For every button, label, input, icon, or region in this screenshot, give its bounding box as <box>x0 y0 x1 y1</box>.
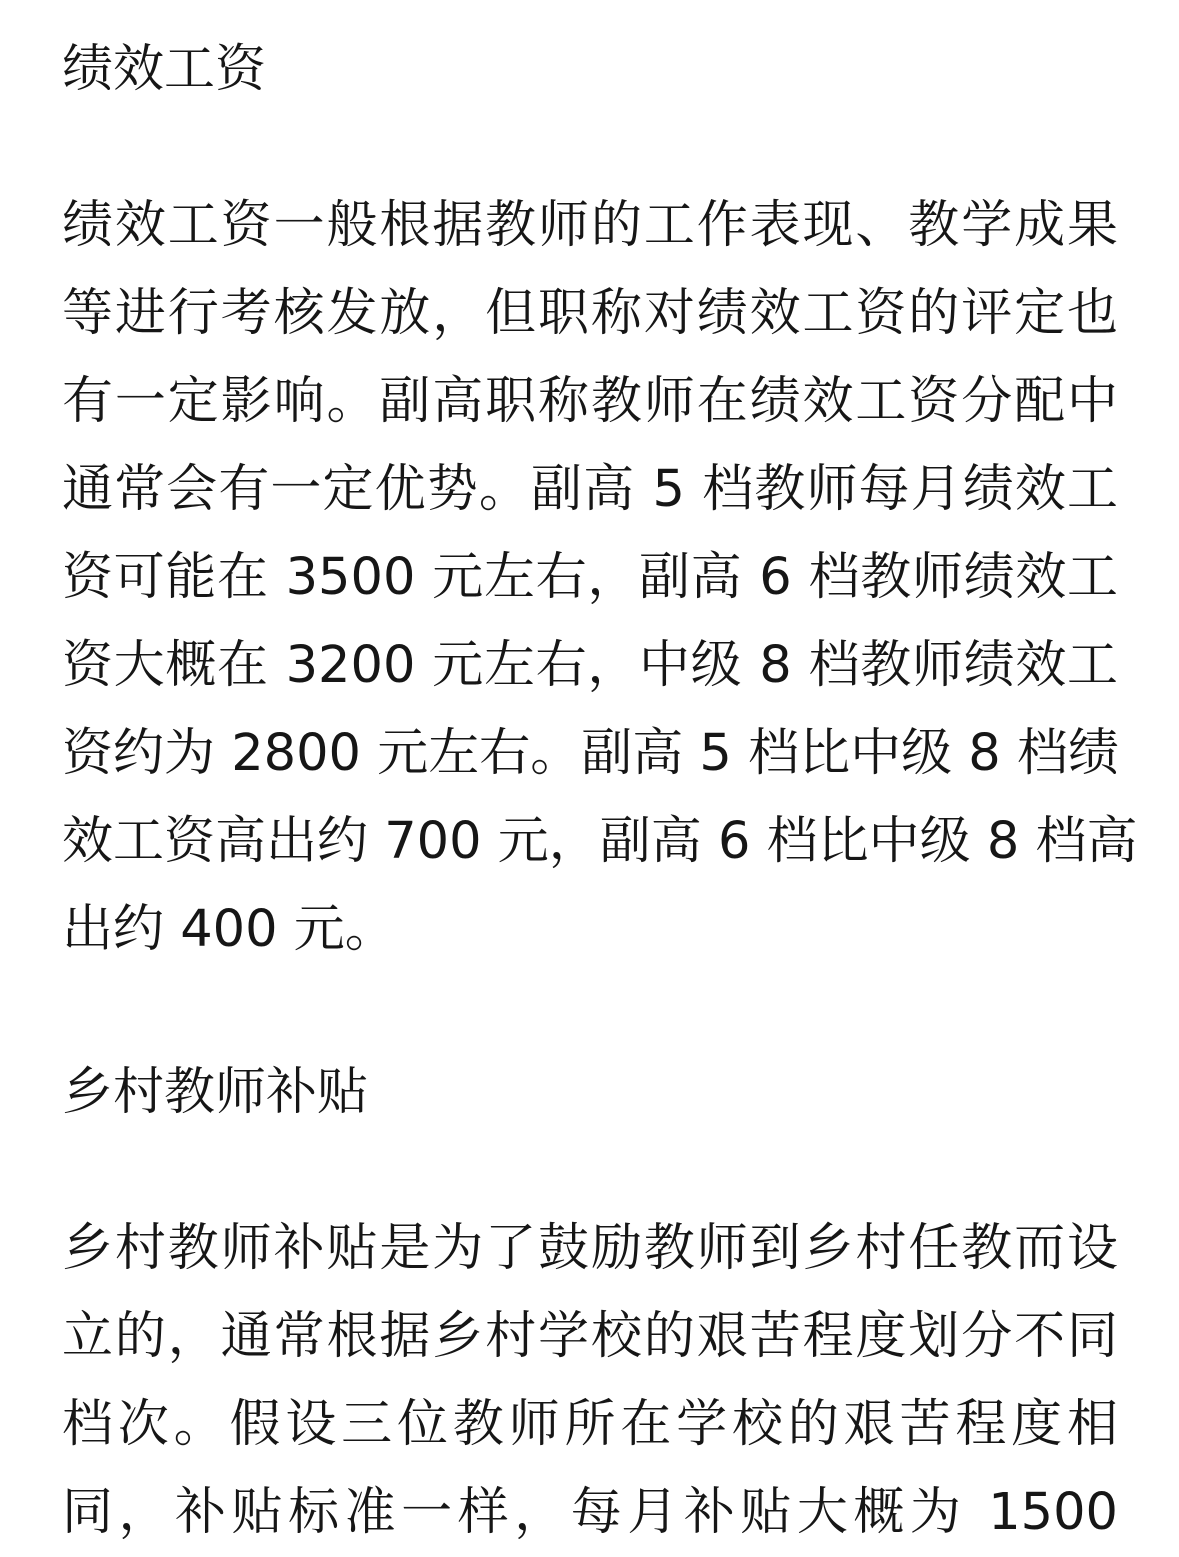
paragraph-line: 出约 400 元。 <box>62 900 396 959</box>
paragraph-line: 通常会有一定优势。副高 5 档教师每月绩效工 <box>62 460 1118 519</box>
paragraph-line: 资大概在 3200 元左右，中级 8 档教师绩效工 <box>62 636 1118 695</box>
paragraph-line: 资约为 2800 元左右。副高 5 档比中级 8 档绩 <box>62 724 1119 783</box>
paragraph-line: 效工资高出约 700 元，副高 6 档比中级 8 档高 <box>62 812 1138 871</box>
paragraph-line: 立的，通常根据乡村学校的艰苦程度划分不同 <box>62 1307 1118 1366</box>
paragraph-line: 有一定影响。副高职称教师在绩效工资分配中 <box>62 372 1118 431</box>
paragraph-line: 同，补贴标准一样，每月补贴大概为 1500 <box>62 1483 1118 1542</box>
paragraph-line: 资可能在 3500 元左右，副高 6 档教师绩效工 <box>62 548 1118 607</box>
section-heading-performance-pay: 绩效工资 <box>62 40 267 99</box>
paragraph-line: 乡村教师补贴是为了鼓励教师到乡村任教而设 <box>62 1219 1118 1278</box>
paragraph-line: 档次。假设三位教师所在学校的艰苦程度相 <box>62 1395 1118 1454</box>
rural-subsidy-paragraph <box>62 1205 1118 1557</box>
paragraph-line: 绩效工资一般根据教师的工作表现、教学成果 <box>62 196 1118 255</box>
performance-pay-paragraph <box>62 182 1138 974</box>
paragraph-line: 等进行考核发放，但职称对绩效工资的评定也 <box>62 284 1118 343</box>
section-heading-rural-subsidy: 乡村教师补贴 <box>62 1063 369 1122</box>
